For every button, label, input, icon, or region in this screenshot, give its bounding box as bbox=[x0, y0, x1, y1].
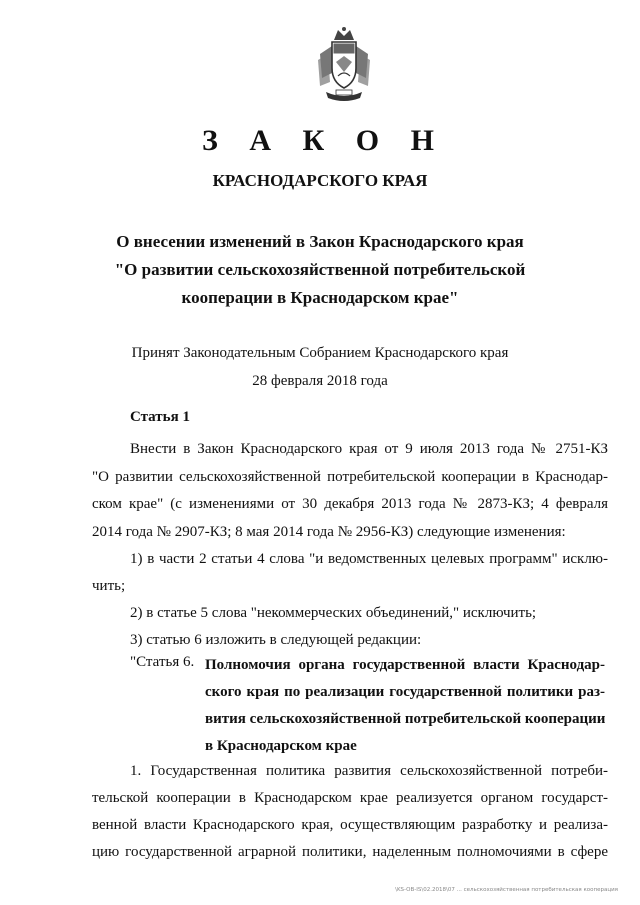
body-line: венной власти Краснодарского края, осуществляющим разработку и реализа- bbox=[92, 817, 608, 833]
krasnodar-coat-of-arms-emblem bbox=[316, 26, 372, 104]
body-line: 1. Государственная политика развития сельскохозяйственной потреби- bbox=[130, 763, 608, 779]
list-item: 1) в части 2 статьи 4 слова "и ведомственных целевых программ" исклю- bbox=[130, 551, 608, 567]
sub-article-title-line: Полномочия органа государственной власти Краснодар- bbox=[205, 657, 605, 673]
sub-article-title bbox=[205, 652, 605, 760]
law-heading: З А К О Н bbox=[202, 124, 446, 157]
body-line: тельской кооперации в Краснодарском крае реализуется органом государст- bbox=[92, 790, 608, 806]
subject-line: О внесении изменений в Закон Краснодарского края bbox=[116, 232, 524, 251]
list-item: 3) статью 6 изложить в следующей редакции: bbox=[130, 632, 422, 648]
adoption-note bbox=[100, 339, 540, 395]
footer-file-note: \KS-OB-IS\02.2018\07 ... сельскохозяйственная потребительская кооперация bbox=[395, 887, 618, 893]
body-line: "О развитии сельскохозяйственной потребительской кооперации в Краснодар- bbox=[92, 469, 608, 485]
subject-line: "О развитии сельскохозяйственной потребительской bbox=[114, 260, 526, 279]
subject-line: кооперации в Краснодарском крае" bbox=[181, 288, 459, 307]
body-line: цию государственной аграрной политики, наделенным полномочиями в сфере bbox=[92, 844, 608, 860]
law-subject-title bbox=[100, 228, 540, 312]
region-heading: КРАСНОДАРСКОГО КРАЯ bbox=[212, 171, 428, 190]
adoption-line: Принят Законодательным Собранием Краснодарского края bbox=[131, 345, 509, 361]
sub-article-label: "Статья 6. bbox=[130, 654, 195, 670]
article-heading: Статья 1 bbox=[130, 409, 190, 425]
sub-article-title-line: ского края по реализации государственной политики раз- bbox=[205, 684, 605, 700]
list-item: чить; bbox=[92, 578, 126, 594]
adoption-date: 28 февраля 2018 года bbox=[252, 373, 388, 389]
sub-article-title-line: в Краснодарском крае bbox=[205, 738, 357, 754]
list-item: 2) в статье 5 слова "некоммерческих объединений," исключить; bbox=[130, 605, 537, 621]
sub-article-title-line: вития сельскохозяйственной потребительской кооперации bbox=[205, 711, 606, 727]
body-line: Внести в Закон Краснодарского края от 9 июля 2013 года № 2751-КЗ bbox=[130, 441, 608, 457]
body-line: ском крае" (с изменениями от 30 декабря 2013 года № 2873-КЗ; 4 февраля bbox=[92, 496, 608, 512]
body-line: 2014 года № 2907-КЗ; 8 мая 2014 года № 2956-КЗ) следующие изменения: bbox=[92, 524, 566, 540]
